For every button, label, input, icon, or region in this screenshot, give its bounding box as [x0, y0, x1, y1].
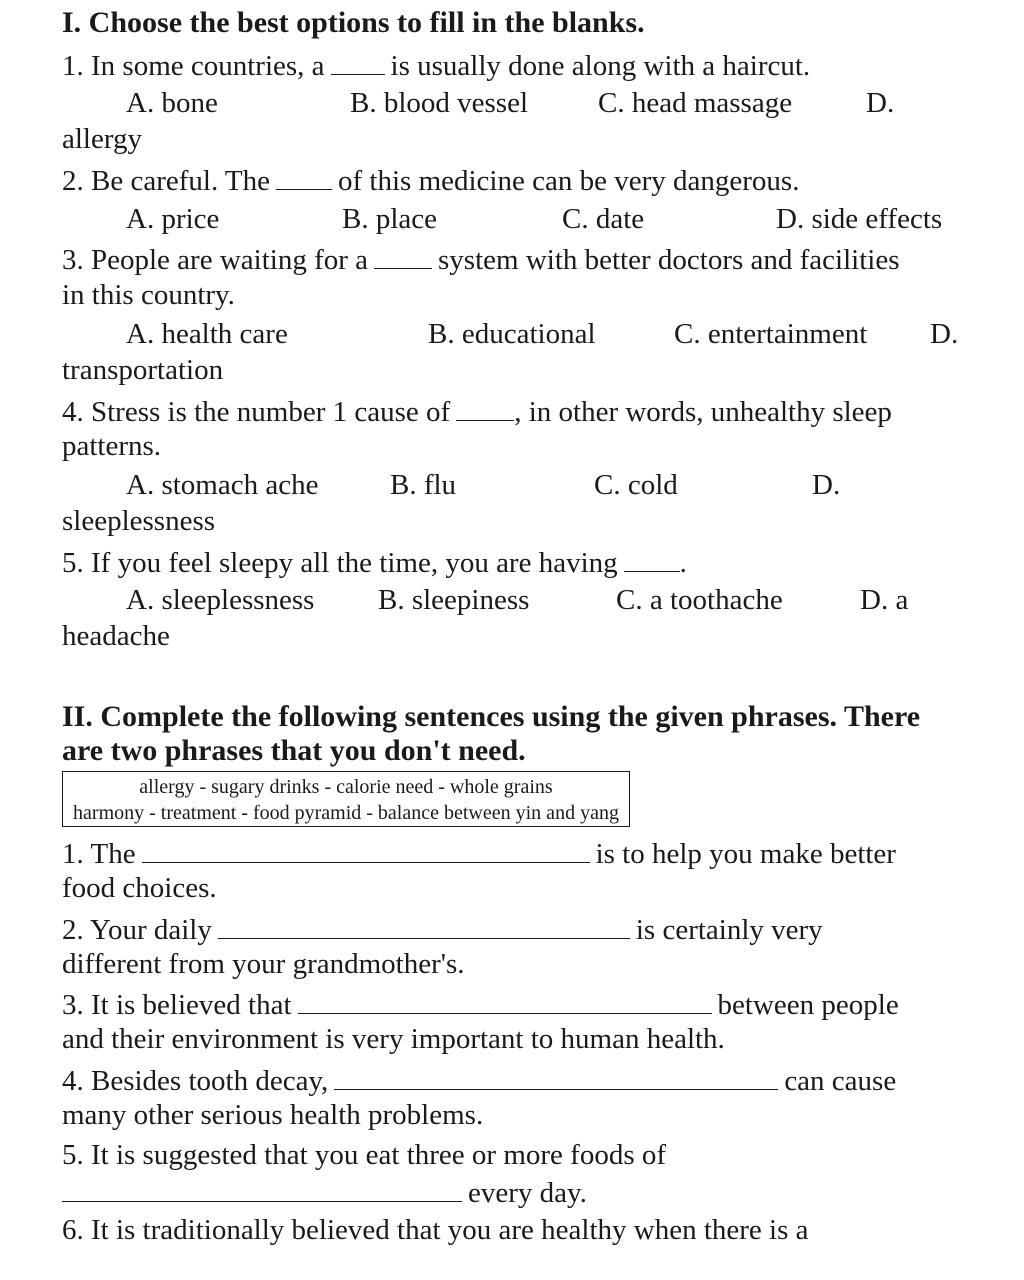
question-1-text-before: 1. In some countries, a	[62, 50, 325, 82]
question-3-blank[interactable]	[374, 242, 432, 269]
sentence-4-text-after: can cause	[784, 1065, 897, 1097]
question-4-option-d[interactable]: D.	[812, 469, 841, 501]
question-3-option-d-continued[interactable]: transportation	[62, 354, 224, 386]
sentence-2-blank[interactable]	[218, 912, 630, 939]
sentence-3-text-line2: and their environment is very important to human health.	[62, 1023, 725, 1055]
question-2-option-b[interactable]: B. place	[342, 203, 438, 235]
question-5-option-d[interactable]: D. a	[860, 584, 909, 616]
question-5-option-d-continued[interactable]: headache	[62, 620, 170, 652]
sentence-5-line2	[62, 1175, 587, 1210]
sentence-5-text-after: every day.	[468, 1177, 587, 1209]
question-4	[62, 394, 892, 429]
question-1-option-b[interactable]: B. blood vessel	[350, 87, 529, 119]
sentence-1-blank[interactable]	[142, 836, 590, 863]
question-5-text-before: 5. If you feel sleepy all the time, you are having	[62, 547, 618, 579]
sentence-2-text-after: is certainly very	[635, 914, 823, 946]
question-1-text-after: is usually done along with a haircut.	[390, 50, 811, 82]
question-4-text-line2: patterns.	[62, 430, 162, 462]
section-1-heading: I. Choose the best options to fill in the blanks.	[62, 6, 645, 39]
question-4-option-a[interactable]: A. stomach ache	[126, 469, 319, 501]
question-1-option-a[interactable]: A. bone	[126, 87, 218, 119]
question-2	[62, 163, 799, 198]
sentence-3-text-after: between people	[717, 989, 899, 1021]
sentence-1	[62, 836, 896, 871]
question-3-option-d[interactable]: D.	[930, 318, 959, 350]
question-2-option-c[interactable]: C. date	[562, 203, 645, 235]
question-4-option-d-continued[interactable]: sleeplessness	[62, 505, 216, 537]
sentence-5-blank[interactable]	[62, 1175, 462, 1202]
question-5-option-b[interactable]: B. sleepiness	[378, 584, 530, 616]
sentence-3	[62, 987, 899, 1022]
question-3-option-a[interactable]: A. health care	[126, 318, 288, 350]
sentence-1-text-before: 1. The	[62, 838, 136, 870]
sentence-3-text-before: 3. It is believed that	[62, 989, 292, 1021]
question-2-option-d[interactable]: D. side effects	[776, 203, 943, 235]
sentence-6: 6. It is traditionally believed that you are healthy when there is a	[62, 1214, 809, 1246]
question-2-text-before: 2. Be careful. The	[62, 165, 271, 197]
question-3-text-after: system with better doctors and facilities	[438, 244, 900, 276]
question-3-option-b[interactable]: B. educational	[428, 318, 596, 350]
sentence-4-text-line2: many other serious health problems.	[62, 1099, 484, 1131]
phrase-box-line-1: allergy - sugary drinks - calorie need - whole grains	[139, 776, 553, 798]
sentence-4	[62, 1063, 896, 1098]
question-1-option-d[interactable]: D.	[866, 87, 895, 119]
question-4-blank[interactable]	[456, 394, 514, 421]
question-2-blank[interactable]	[276, 163, 332, 190]
sentence-4-text-before: 4. Besides tooth decay,	[62, 1065, 329, 1097]
section-2-heading-line-2: are two phrases that you don't need.	[62, 734, 526, 767]
question-5-option-a[interactable]: A. sleeplessness	[126, 584, 315, 616]
question-1	[62, 48, 810, 83]
question-4-option-c[interactable]: C. cold	[594, 469, 678, 501]
question-3	[62, 242, 899, 277]
sentence-1-text-line2: food choices.	[62, 872, 217, 904]
question-4-text-before: 4. Stress is the number 1 cause of	[62, 396, 451, 428]
sentence-2	[62, 912, 823, 947]
phrase-box	[62, 771, 630, 827]
sentence-2-text-before: 2. Your daily	[62, 914, 212, 946]
question-1-blank[interactable]	[331, 48, 385, 75]
question-5-text-after: .	[679, 547, 687, 579]
question-4-option-b[interactable]: B. flu	[390, 469, 457, 501]
question-2-option-a[interactable]: A. price	[126, 203, 220, 235]
question-3-text-line2: in this country.	[62, 279, 235, 311]
sentence-4-blank[interactable]	[334, 1063, 778, 1090]
question-3-option-c[interactable]: C. entertainment	[674, 318, 868, 350]
question-1-option-d-continued[interactable]: allergy	[62, 123, 142, 155]
sentence-2-text-line2: different from your grandmother's.	[62, 948, 465, 980]
question-1-option-c[interactable]: C. head massage	[598, 87, 793, 119]
question-5-blank[interactable]	[624, 545, 680, 572]
section-2-heading-line-1: II. Complete the following sentences using the given phrases. There	[62, 700, 921, 733]
phrase-box-line-2: harmony - treatment - food pyramid - balance between yin and yang	[73, 802, 619, 824]
question-5-option-c[interactable]: C. a toothache	[616, 584, 783, 616]
question-4-text-after: , in other words, unhealthy sleep	[514, 396, 892, 428]
question-5	[62, 545, 687, 580]
sentence-1-text-after: is to help you make better	[595, 838, 896, 870]
question-3-text-before: 3. People are waiting for a	[62, 244, 369, 276]
question-2-text-after: of this medicine can be very dangerous.	[338, 165, 800, 197]
sentence-3-blank[interactable]	[298, 987, 712, 1014]
sentence-5: 5. It is suggested that you eat three or more foods of	[62, 1139, 667, 1171]
